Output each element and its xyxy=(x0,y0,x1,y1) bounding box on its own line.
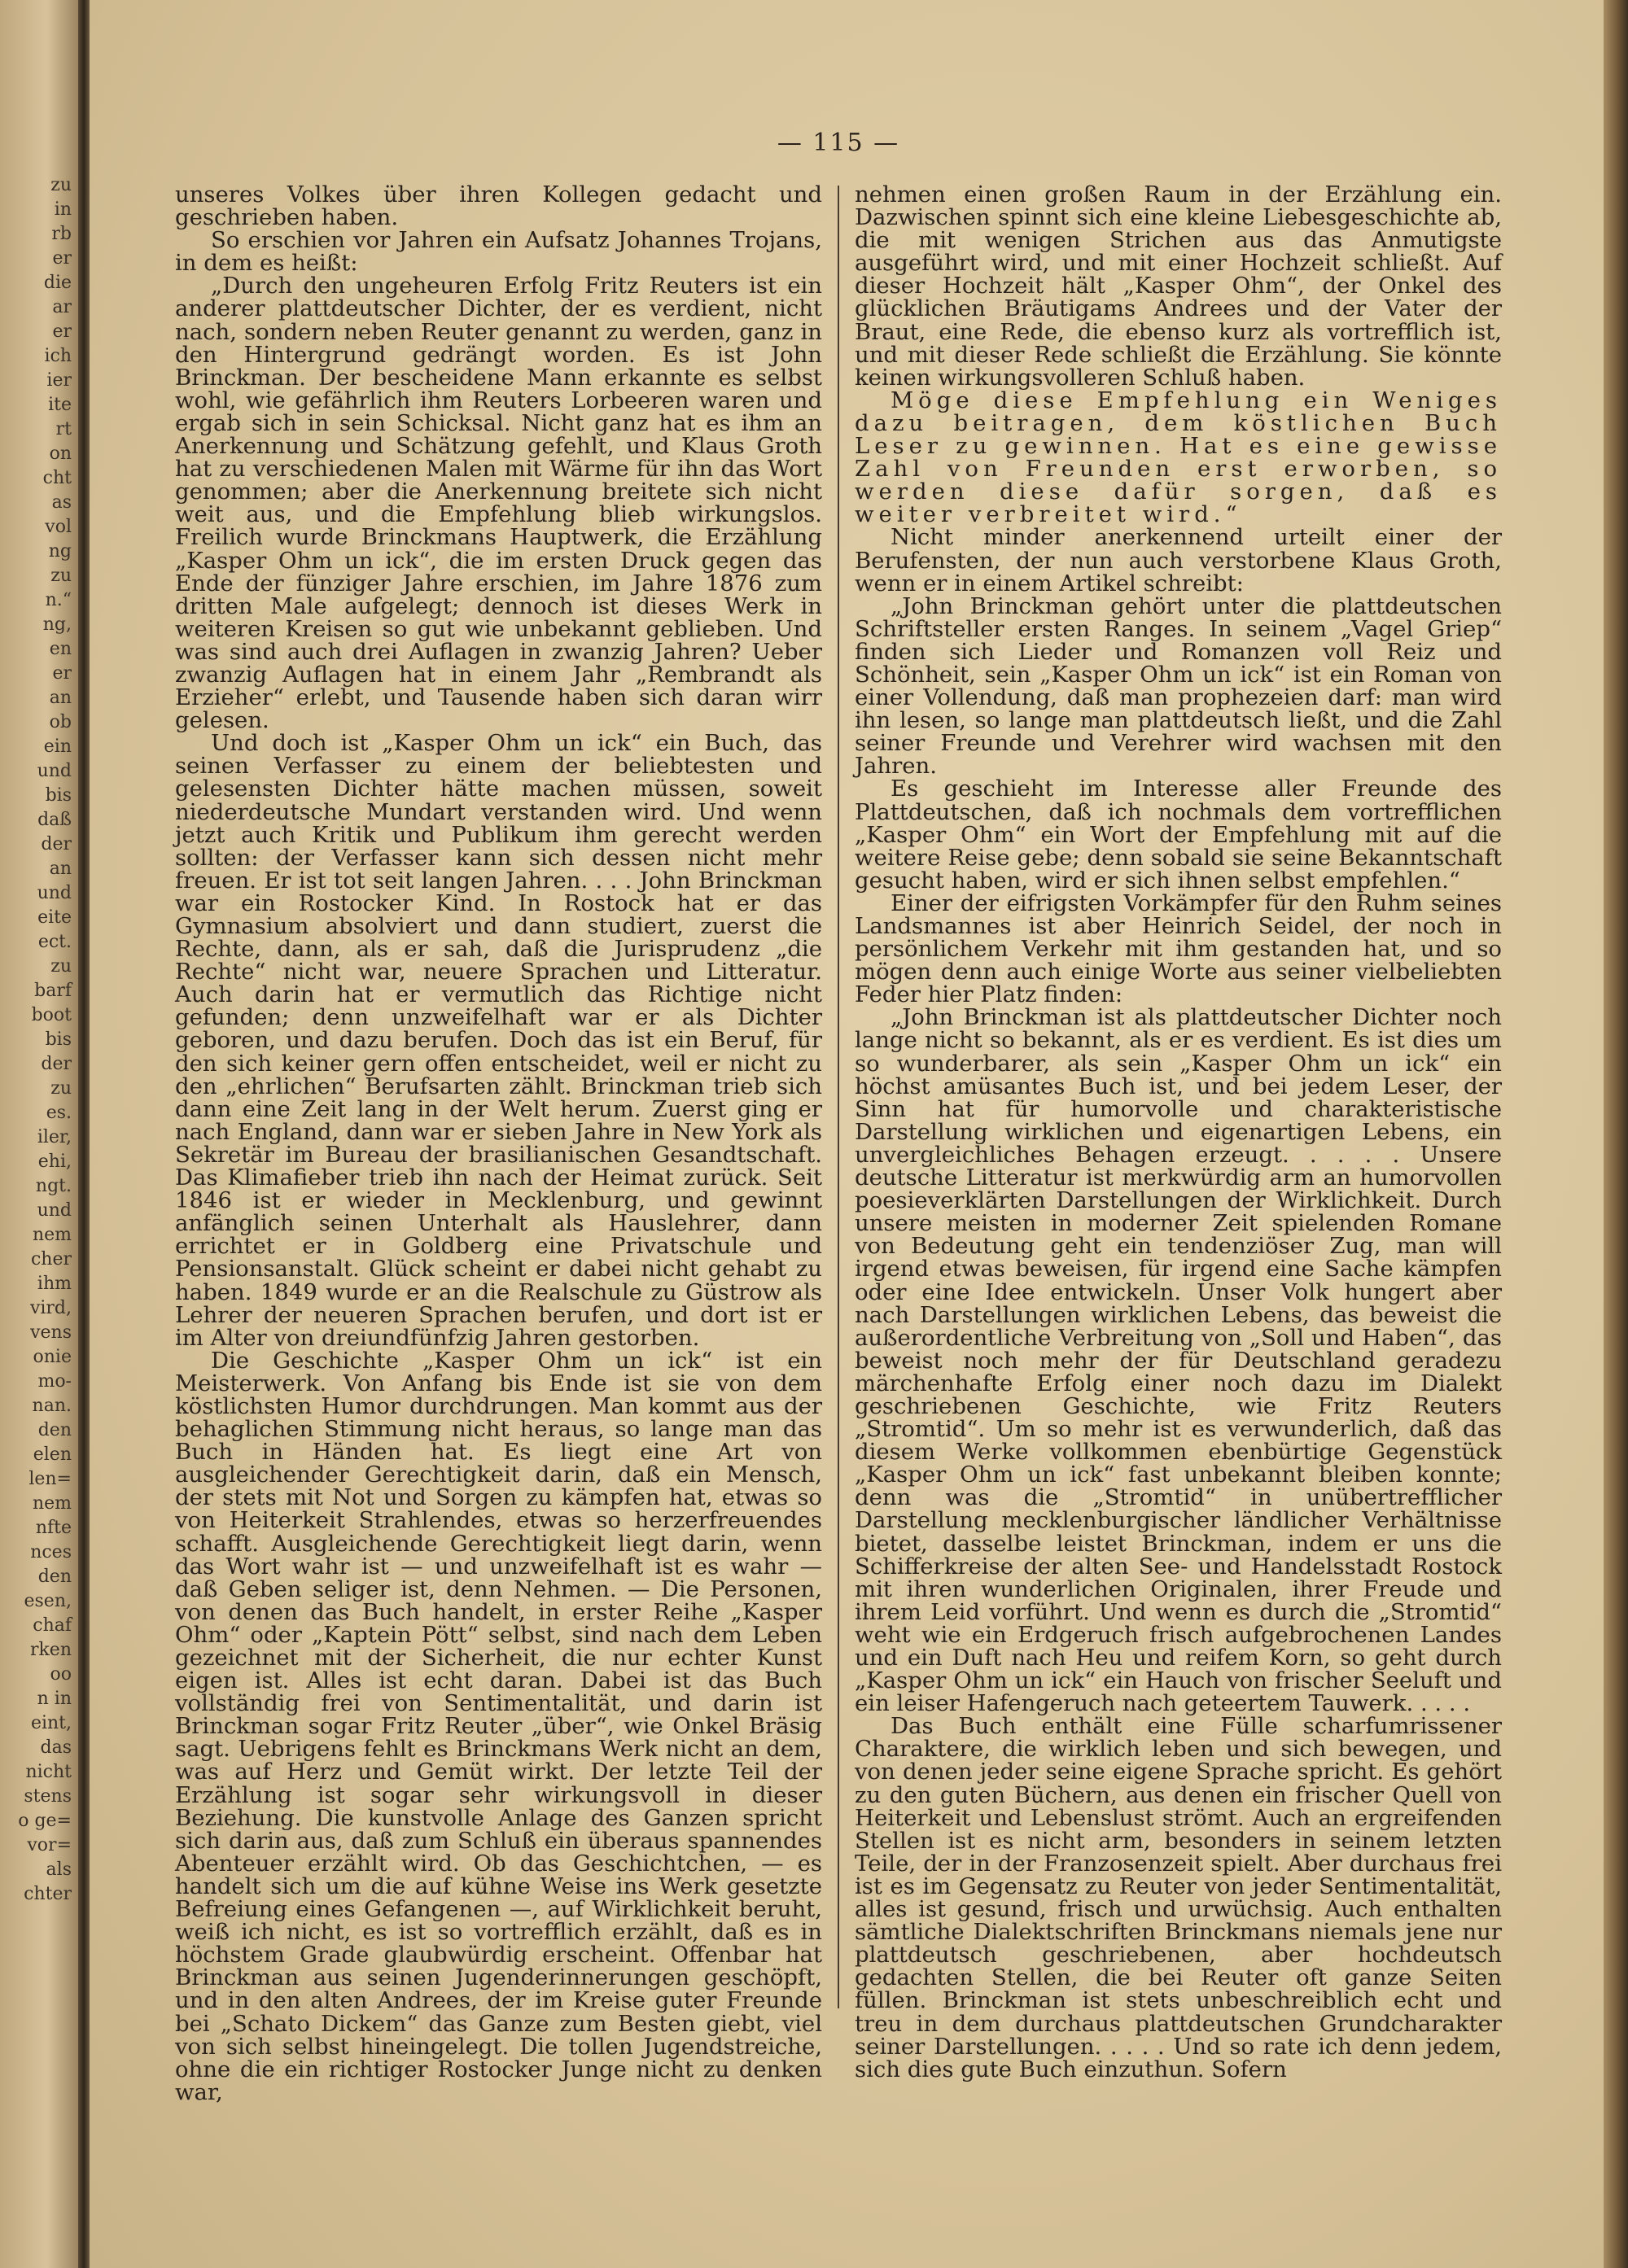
previous-page-fragment: den xyxy=(37,1567,72,1587)
paragraph: Einer der eifrigsten Vorkämpfer für den Ruhm seines Landsmannes ist aber Heinrich Seidel, der noch in persönlichem Verkehr mit ihm gestanden hat, und so mögen denn auch einige Worte aus seiner vielbeliebten Feder hier Platz finden: xyxy=(855,889,1502,1008)
paragraph: Möge diese Empfehlung ein Weniges dazu beitragen, dem köstlichen Buch Leser zu gewinnen. Hat es eine gewisse Zahl von Freunden erst erworben, so werden diese dafür sorgen, daß es weiter verbreitet wird.“ xyxy=(855,387,1502,528)
previous-page-fragment: den xyxy=(37,1420,72,1440)
previous-page-fragment: nan. xyxy=(32,1396,72,1416)
previous-page-fragment: nicht xyxy=(25,1762,72,1782)
paragraph: Es geschieht im Interesse aller Freunde des Plattdeutschen, daß ich nochmals dem vortrefflichen „Kasper Ohm“ ein Wort der Empfehlung mit auf die weitere Reise gebe; denn sobald sie seine Bekanntschaft gesucht haben, wird er sich ihnen selbst empfehlen.“ xyxy=(855,776,1502,894)
previous-page-fragment: bis xyxy=(45,1029,72,1050)
previous-page-fragment: on xyxy=(49,444,72,464)
paragraph: „John Brinckman gehört unter die plattdeutschen Schriftsteller ersten Ranges. In seinem „Vagel Griep“ finden sich Lieder und Romanzen voll Reiz und Schönheit, sein „Kasper Ohm un ick“ ist ein Roman von einer Vollendung, daß man prophezeien darf: man wird ihn lesen, so lange man plattdeutsch ließt, und die Zahl seiner Freunde und Verehrer wird wachsen mit den Jahren. xyxy=(855,592,1502,780)
previous-page-fragment: chter xyxy=(24,1884,72,1904)
previous-page-fragment: as xyxy=(51,492,72,513)
previous-page-fragment: eite xyxy=(37,907,72,928)
previous-page-fragment: en xyxy=(49,639,72,659)
previous-page-fragment: rken xyxy=(29,1640,72,1660)
paragraph: nehmen einen großen Raum in der Erzählung ein. Dazwischen spinnt sich eine kleine Liebesgeschichte ab, die mit wenigen Strichen aus das Anmutigste ausgeführt wird, und mit einer Hochzeit schließt. Auf dieser Hochzeit hält „Kasper Ohm“, der Onkel des glücklichen Bräutigams Andrees und der Vater der Braut, eine Rede, die ebenso kurz als vortrefflich ist, und mit dieser Rede schließt die Erzählung. Sie könnte keinen wirkungsvolleren Schluß haben. xyxy=(855,181,1502,391)
previous-page-fragment: bis xyxy=(45,785,72,806)
paragraph: Das Buch enthält eine Fülle scharfumrissener Charaktere, die wirklich leben und sich bewegen, und von denen jeder seine eigene Sprache spricht. Es gehört zu den guten Büchern, aus denen ein frischer Quell von Heiterkeit und Lebenslust strömt. Auch an ergreifenden Stellen ist es nicht arm, besonders in seinem letzten Teile, der in der Franzosenzeit spielt. Aber durchaus frei ist es im Gegensatz zu Reuter von jeder Sentimentalität, alles ist gesund, frisch und urwüchsig. Auch enthalten sämtliche Dialektschriften Brinckmans niemals jene nur plattdeutsch geschriebenen, aber hochdeutsch gedachten Stellen, die bei Reuter oft ganze Seiten füllen. Brinckman ist stets unbeschreiblich echt und treu in dem durchaus plattdeutschen Grundcharakter seiner Darstellungen. . . . . Und so rate ich denn jedem, sich dies gute Buch einzuthun. Sofern xyxy=(855,1713,1502,2082)
book-gutter xyxy=(78,0,90,2268)
previous-page-fragment: er xyxy=(52,321,72,342)
previous-page-fragment: stens xyxy=(24,1786,72,1807)
column-divider xyxy=(838,186,839,2008)
previous-page-fragment: onie xyxy=(33,1347,72,1367)
left-text-column xyxy=(175,183,822,2104)
previous-page-fragment: es. xyxy=(46,1103,72,1123)
previous-page-fragment: und xyxy=(37,883,72,903)
previous-page-fragment: n in xyxy=(37,1689,72,1709)
previous-page-fragment: das xyxy=(40,1737,72,1758)
paragraph: unseres Volkes über ihren Kollegen gedacht und geschrieben haben. xyxy=(175,181,822,231)
page-number: — 115 — xyxy=(777,129,900,157)
previous-page-fragment: cht xyxy=(42,468,72,488)
previous-page-fragment: o ge= xyxy=(18,1811,72,1831)
previous-page-fragment: zu xyxy=(50,956,72,977)
previous-page-fragment: zu xyxy=(50,175,72,195)
paragraph: Und doch ist „Kasper Ohm un ick“ ein Buch, das seinen Verfasser zu einem der beliebtesten und gelesensten Dichter hätte machen müssen, soweit niederdeutsche Mundart verstanden wird. Und wenn jetzt auch Kritik und Publikum ihm gerecht werden sollten: der Verfasser kann sich dessen nicht mehr freuen. Er ist tot seit langen Jahren. . . . John Brinckman war ein Rostocker Kind. In Rostock hat er das Gymnasium absolviert und dann studiert, zuerst die Rechte, dann, als er sah, daß die Jurisprudenz „die Rechte“ nicht war, neuere Sprachen und Litteratur. Auch darin hat er vermutlich das Richtige nicht gefunden; denn unzweifelhaft war er als Dichter geboren, und dazu berufen. Doch das ist ein Beruf, für den sich keiner gern offen entscheidet, weil er nicht zu den „ehrlichen“ Berufsarten zählt. Brinckman trieb sich dann eine Zeit lang in der Welt herum. Zuerst ging er nach England, dann war er sieben Jahre in New York als Sekretär im Bureau der brasilianischen Gesandtschaft. Das Klimafieber trieb ihn nach der Heimat zurück. Seit 1846 ist er wieder in Mecklenburg, und gewinnt anfänglich seinen Unterhalt als Hauslehrer, dann errichtet er in Goldberg eine Privatschule und Pensionsanstalt. Glück scheint er dabei nicht gehabt zu haben. 1849 wurde er an die Realschule zu Güstrow als Lehrer der neueren Sprachen berufen, und dort ist er im Alter von dreiundfünfzig Jahren gestorben. xyxy=(175,730,822,1351)
previous-page-fragment: und xyxy=(37,761,72,781)
previous-page-fragment: eint, xyxy=(30,1713,72,1733)
previous-page-fragment: ng, xyxy=(42,614,72,635)
previous-page-fragment: ehi, xyxy=(37,1151,72,1172)
previous-page-fragment: rt xyxy=(55,419,72,439)
previous-page-fragment: daß xyxy=(37,810,72,830)
previous-page-fragment: er xyxy=(52,248,72,269)
previous-page-fragment: der xyxy=(41,834,72,854)
previous-page-fragment: esen, xyxy=(24,1591,72,1611)
paragraph: Nicht minder anerkennend urteilt einer der Berufensten, der nun auch verstorbene Klaus Groth, wenn er in einem Artikel schreibt: xyxy=(855,524,1502,596)
previous-page-fragment: ob xyxy=(49,712,72,732)
previous-page-fragment: oo xyxy=(50,1664,72,1685)
previous-page-edge xyxy=(0,0,78,2268)
previous-page-fragment: an xyxy=(49,688,72,708)
previous-page-fragment: mo- xyxy=(37,1371,72,1392)
right-text-column xyxy=(855,183,1502,2081)
previous-page-fragment: ihm xyxy=(37,1274,72,1294)
paragraph: „John Brinckman ist als plattdeutscher Dichter noch lange nicht so bekannt, als er es verdient. Es ist dies um so wunderbarer, als sein „Kasper Ohm un ick“ ein höchst amüsantes Buch ist, und bei jedem Leser, der Sinn hat für humorvolle und charakteristische Darstellung wirklichen und eigenartigen Lebens, ein unvergleichliches Behagen erzeugt. . . . . Unsere deutsche Litteratur ist merkwürdig arm an humorvollen poesieverklärten Darstellungen der Wirklichkeit. Durch unsere meisten in moderner Zeit spielenden Romane von Bedeutung geht ein tendenziöser Zug, man will irgend etwas beweisen, für irgend eine Sache kämpfen oder eine Idee entwickeln. Unser Volk hungert aber nach Darstellungen wirklichen Lebens, das beweist die außerordentliche Verbreitung von „Soll und Haben“, das beweist noch mehr der für Deutschland geradezu märchenhafte Erfolg einer noch dazu im Dialekt geschriebenen Geschichte, wie Fritz Reuters „Stromtid“. Um so mehr ist es verwunderlich, daß das diesem Werke vollkommen ebenbürtige Gegenstück „Kasper Ohm un ick“ fast unbekannt bleiben konnte; denn was die „Stromtid“ in unübertrefflicher Darstellung mecklenburgischer ländlicher Verhältnisse bietet, dasselbe leistet Brinckman, indem er uns die Schifferkreise der alten See- und Handelsstadt Rostock mit ihren wunderlichen Originalen, ihrer Freude und ihrem Leid vorführt. Und wenn es durch die „Stromtid“ weht wie ein Erdgeruch frisch aufgebrochenen Landes und ein Duft nach Heu und reifem Korn, so geht durch „Kasper Ohm un ick“ ein Hauch von frischer Seeluft und ein leiser Hafengeruch nach geteertem Tauwerk. . . . . xyxy=(855,1004,1502,1717)
previous-page-fragment: elen xyxy=(33,1444,72,1465)
previous-page-fragment: nem xyxy=(32,1493,72,1514)
previous-page-fragment: vol xyxy=(45,517,72,537)
previous-page-fragment: zu xyxy=(50,566,72,586)
previous-page-fragment: ect. xyxy=(37,932,72,952)
paragraph: „Durch den ungeheuren Erfolg Fritz Reuters ist ein anderer plattdeutscher Dichter, der es verdient, nicht nach, sondern neben Reuter genannt zu werden, ganz in den Hintergrund gedrängt worden. Es ist John Brinckman. Der bescheidene Mann erkannte es selbst wohl, wie gefährlich ihm Reuters Lorbeeren waren und ergab sich in sein Schicksal. Nicht ganz hat es ihm an Anerkennung und Schätzung gefehlt, und Klaus Groth hat zu verschiedenen Malen mit Wärme für ihn das Wort genommen; aber die Anerkennung breitete sich nicht weit aus, und die Empfehlung blieb wirkungslos. Freilich wurde Brinckmans Hauptwerk, die Erzählung „Kasper Ohm un ick“, die im ersten Druck gegen das Ende der fünziger Jahre erschien, im Jahre 1876 zum dritten Male aufgelegt; dennoch ist dieses Werk in weiteren Kreisen so gut wie unbekannt geblieben. Und was sind auch drei Auflagen in zwanzig Jahren? Ueber zwanzig Auflagen hat in einem Jahr „Rembrandt als Erzieher“ erlebt, und Tausende haben sich daran wirr gelesen. xyxy=(175,273,822,734)
previous-page-fragment: ngt. xyxy=(35,1176,72,1196)
previous-page-fragment: ein xyxy=(43,736,72,757)
previous-page-fragment: len= xyxy=(28,1469,72,1489)
previous-page-fragment: ng xyxy=(48,541,72,562)
previous-page-fragment: cher xyxy=(30,1249,72,1269)
previous-page-fragment: der xyxy=(41,1054,72,1074)
previous-page-fragment: chaf xyxy=(33,1615,72,1636)
previous-page-fragment: vor= xyxy=(27,1835,72,1855)
previous-page-fragment: ier xyxy=(46,370,72,391)
previous-page-fragment: ite xyxy=(48,395,72,415)
previous-page-fragment: ar xyxy=(52,297,72,317)
previous-page-fragment: boot xyxy=(31,1005,72,1025)
previous-page-fragment: rb xyxy=(51,224,72,244)
paragraph: So erschien vor Jahren ein Aufsatz Johannes Trojans, in dem es heißt: xyxy=(175,227,822,277)
previous-page-fragment: iler, xyxy=(37,1127,72,1147)
previous-page-fragment: ich xyxy=(44,346,72,366)
previous-page-fragment: und xyxy=(37,1200,72,1221)
previous-page-fragment: nem xyxy=(32,1225,72,1245)
previous-page-fragment: an xyxy=(49,859,72,879)
previous-page-fragment: in xyxy=(54,199,72,220)
previous-page-fragment: barf xyxy=(34,981,72,1001)
previous-page-fragment: nfte xyxy=(35,1518,72,1538)
previous-page-fragment: vird, xyxy=(29,1298,72,1318)
paragraph: Die Geschichte „Kasper Ohm un ick“ ist ein Meisterwerk. Von Anfang bis Ende ist sie von dem köstlichsten Humor durchdrungen. Man kommt aus der behaglichen Stimmung nicht heraus, so lange man das Buch in Händen hat. Es liegt eine Art von ausgleichender Gerechtigkeit darin, daß ein Mensch, der stets mit Not und Sorgen zu kämpfen hat, etwas so von Heiterkeit Strahlendes, etwas so herzerfreuendes schafft. Ausgleichende Gerechtigkeit liegt darin, wenn das Wort wahr ist — und unzweifelhaft ist es wahr — daß Geben seliger ist, denn Nehmen. — Die Personen, von denen das Buch handelt, in erster Reihe „Kasper Ohm“ oder „Kaptein Pött“ selbst, sind nach dem Leben gezeichnet mit der Sicherheit, die nur echter Kunst eigen ist. Alles ist echt daran. Dabei ist das Buch vollständig frei von Sentimentalität, und darin ist Brinckman sogar Fritz Reuter „über“, wie Onkel Bräsig sagt. Uebrigens fehlt es Brinckmans Werk nicht an dem, was auf Herz und Gemüt wirkt. Der letzte Teil der Erzählung ist sogar sehr wirkungsvoll in dieser Beziehung. Die kunstvolle Anlage des Ganzen spricht sich darin aus, daß zum Schluß ein überaus spannendes Abenteuer erzählt wird. Ob das Geschichtchen, — es handelt sich um die auf kühne Weise ins Werk gesetzte Befreiung eines Gefangenen —, auf Wirklichkeit beruht, weiß ich nicht, es ist so vortrefflich erzählt, daß es in höchstem Grade glaubwürdig erscheint. Offenbar hat Brinckman aus seinen Jugenderinnerungen geschöpft, und in den alten Andrees, der im Kreise guter Freunde bei „Schato Dickem“ das Ganze zum Besten giebt, viel von sich selbst hineingelegt. Die tollen Jugendstreiche, ohne die ein richtiger Rostocker Junge nicht zu denken war, xyxy=(175,1347,822,2105)
previous-page-fragment: als xyxy=(46,1859,72,1880)
previous-page-fragment: er xyxy=(52,663,72,684)
previous-page-fragment: nces xyxy=(30,1542,72,1562)
previous-page-fragment: n.“ xyxy=(45,590,72,610)
previous-page-fragment: zu xyxy=(50,1078,72,1099)
previous-page-fragment: vens xyxy=(30,1322,72,1343)
page-edge-right xyxy=(1604,0,1628,2268)
previous-page-fragment: die xyxy=(43,273,72,293)
